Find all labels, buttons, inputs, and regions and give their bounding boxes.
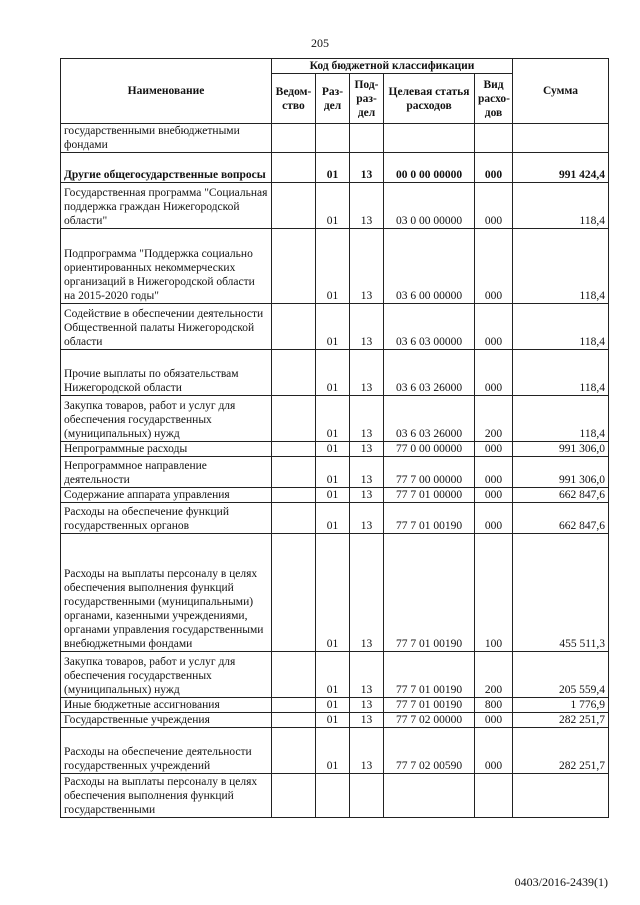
cell-target — [384, 124, 475, 153]
cell-dept — [272, 229, 316, 304]
cell-expense-type: 800 — [475, 698, 513, 713]
cell-expense-type: 200 — [475, 652, 513, 698]
cell-sum: 662 847,6 — [513, 488, 609, 503]
cell-target: 03 6 03 26000 — [384, 396, 475, 442]
cell-expense-type: 000 — [475, 229, 513, 304]
cell-dept — [272, 183, 316, 229]
cell-name: Государственные учреждения — [61, 713, 272, 728]
cell-expense-type: 000 — [475, 304, 513, 350]
cell-section: 01 — [316, 534, 350, 652]
cell-name: Расходы на обеспечение деятельности государственных учреждений — [61, 728, 272, 774]
cell-section: 01 — [316, 350, 350, 396]
cell-subsection — [350, 774, 384, 818]
cell-name: Расходы на выплаты персоналу в целях обеспечения выполнения функций государственными — [61, 774, 272, 818]
cell-dept — [272, 534, 316, 652]
cell-name: Непрограммное направление деятельности — [61, 457, 272, 488]
table-row — [61, 728, 609, 774]
cell-sum: 118,4 — [513, 183, 609, 229]
header-dept: Ведом-ство — [272, 74, 316, 124]
header-section: Раз-дел — [316, 74, 350, 124]
cell-section: 01 — [316, 442, 350, 457]
cell-target: 77 7 02 00000 — [384, 713, 475, 728]
cell-dept — [272, 713, 316, 728]
cell-dept — [272, 457, 316, 488]
cell-target: 77 7 02 00590 — [384, 728, 475, 774]
cell-name: государственными внебюджетными фондами — [61, 124, 272, 153]
cell-expense-type: 000 — [475, 728, 513, 774]
cell-expense-type: 000 — [475, 503, 513, 534]
table-row — [61, 442, 609, 457]
cell-sum: 662 847,6 — [513, 503, 609, 534]
cell-dept — [272, 442, 316, 457]
cell-dept — [272, 774, 316, 818]
cell-section: 01 — [316, 488, 350, 503]
cell-target: 77 7 01 00190 — [384, 534, 475, 652]
cell-expense-type — [475, 124, 513, 153]
cell-dept — [272, 396, 316, 442]
table-row — [61, 183, 609, 229]
cell-subsection: 13 — [350, 396, 384, 442]
cell-subsection: 13 — [350, 503, 384, 534]
cell-sum: 118,4 — [513, 396, 609, 442]
cell-section: 01 — [316, 698, 350, 713]
cell-dept — [272, 503, 316, 534]
table-row — [61, 229, 609, 304]
cell-name: Непрограммные расходы — [61, 442, 272, 457]
table-row — [61, 534, 609, 652]
cell-sum: 282 251,7 — [513, 713, 609, 728]
cell-expense-type: 000 — [475, 457, 513, 488]
table-row — [61, 698, 609, 713]
cell-name: Содействие в обеспечении деятельности Общественной палаты Нижегородской области — [61, 304, 272, 350]
cell-target: 00 0 00 00000 — [384, 153, 475, 183]
cell-section: 01 — [316, 183, 350, 229]
cell-section — [316, 124, 350, 153]
cell-target: 77 7 01 00190 — [384, 652, 475, 698]
cell-subsection: 13 — [350, 153, 384, 183]
cell-subsection: 13 — [350, 350, 384, 396]
cell-section: 01 — [316, 503, 350, 534]
cell-sum: 991 306,0 — [513, 442, 609, 457]
cell-section: 01 — [316, 396, 350, 442]
cell-subsection: 13 — [350, 457, 384, 488]
table-row — [61, 503, 609, 534]
cell-dept — [272, 153, 316, 183]
cell-target: 03 0 00 00000 — [384, 183, 475, 229]
cell-sum: 205 559,4 — [513, 652, 609, 698]
cell-dept — [272, 350, 316, 396]
cell-expense-type: 100 — [475, 534, 513, 652]
cell-subsection: 13 — [350, 442, 384, 457]
cell-sum: 118,4 — [513, 304, 609, 350]
cell-section — [316, 774, 350, 818]
header-name: Наименование — [61, 59, 272, 124]
header-expense-type: Вид расхо-дов — [475, 74, 513, 124]
table-row — [61, 713, 609, 728]
table-row — [61, 304, 609, 350]
cell-name: Содержание аппарата управления — [61, 488, 272, 503]
table-row — [61, 652, 609, 698]
table-row — [61, 124, 609, 153]
cell-sum: 1 776,9 — [513, 698, 609, 713]
cell-dept — [272, 488, 316, 503]
cell-subsection: 13 — [350, 698, 384, 713]
cell-expense-type: 000 — [475, 488, 513, 503]
page-number: 205 — [311, 36, 329, 50]
header-sum: Сумма — [513, 59, 609, 124]
table-row — [61, 488, 609, 503]
cell-expense-type: 000 — [475, 350, 513, 396]
cell-target: 77 0 00 00000 — [384, 442, 475, 457]
cell-sum: 282 251,7 — [513, 728, 609, 774]
cell-sum: 455 511,3 — [513, 534, 609, 652]
cell-name: Расходы на обеспечение функций государственных органов — [61, 503, 272, 534]
cell-name: Закупка товаров, работ и услуг для обеспечения государственных (муниципальных) нужд — [61, 396, 272, 442]
document-code: 0403/2016-2439(1) — [514, 875, 608, 889]
cell-dept — [272, 652, 316, 698]
cell-name: Государственная программа "Социальная поддержка граждан Нижегородской области" — [61, 183, 272, 229]
table-row — [61, 774, 609, 818]
table-row — [61, 153, 609, 183]
table-body — [61, 124, 609, 818]
cell-name: Прочие выплаты по обязательствам Нижегородской области — [61, 350, 272, 396]
table-row — [61, 457, 609, 488]
cell-dept — [272, 698, 316, 713]
cell-subsection — [350, 124, 384, 153]
cell-name: Подпрограмма "Поддержка социально ориентированных некоммерческих организаций в Нижегородской области на 2015-2020 годы" — [61, 229, 272, 304]
header-subsection: Под-раз-дел — [350, 74, 384, 124]
cell-name: Иные бюджетные ассигнования — [61, 698, 272, 713]
cell-target: 03 6 03 26000 — [384, 350, 475, 396]
cell-section: 01 — [316, 713, 350, 728]
table-row — [61, 396, 609, 442]
cell-section: 01 — [316, 153, 350, 183]
cell-dept — [272, 124, 316, 153]
cell-section: 01 — [316, 652, 350, 698]
cell-expense-type: 000 — [475, 153, 513, 183]
cell-subsection: 13 — [350, 183, 384, 229]
cell-sum: 991 306,0 — [513, 457, 609, 488]
cell-target: 77 7 01 00190 — [384, 698, 475, 713]
header-classification-group: Код бюджетной классификации — [272, 59, 513, 74]
cell-sum — [513, 774, 609, 818]
cell-section: 01 — [316, 304, 350, 350]
cell-target: 77 7 00 00000 — [384, 457, 475, 488]
cell-name: Другие общегосударственные вопросы — [61, 153, 272, 183]
cell-section: 01 — [316, 728, 350, 774]
cell-section: 01 — [316, 457, 350, 488]
cell-sum: 118,4 — [513, 229, 609, 304]
cell-target: 77 7 01 00190 — [384, 503, 475, 534]
cell-name: Закупка товаров, работ и услуг для обеспечения государственных (муниципальных) нужд — [61, 652, 272, 698]
cell-subsection: 13 — [350, 229, 384, 304]
cell-subsection: 13 — [350, 728, 384, 774]
cell-subsection: 13 — [350, 713, 384, 728]
cell-section: 01 — [316, 229, 350, 304]
table-row — [61, 350, 609, 396]
cell-sum: 991 424,4 — [513, 153, 609, 183]
cell-expense-type: 200 — [475, 396, 513, 442]
cell-name: Расходы на выплаты персоналу в целях обеспечения выполнения функций государственными (муниципальными) органами, казенными учреждениями, органами управления государственными внебюджетными фондами — [61, 534, 272, 652]
cell-subsection: 13 — [350, 534, 384, 652]
cell-expense-type — [475, 774, 513, 818]
cell-target: 77 7 01 00000 — [384, 488, 475, 503]
cell-expense-type: 000 — [475, 183, 513, 229]
cell-target: 03 6 00 00000 — [384, 229, 475, 304]
cell-subsection: 13 — [350, 304, 384, 350]
cell-sum — [513, 124, 609, 153]
cell-target — [384, 774, 475, 818]
cell-expense-type: 000 — [475, 442, 513, 457]
cell-target: 03 6 03 00000 — [384, 304, 475, 350]
cell-subsection: 13 — [350, 652, 384, 698]
cell-subsection: 13 — [350, 488, 384, 503]
cell-dept — [272, 728, 316, 774]
header-target: Целевая статья расходов — [384, 74, 475, 124]
cell-sum: 118,4 — [513, 350, 609, 396]
budget-table — [60, 58, 609, 818]
cell-dept — [272, 304, 316, 350]
cell-expense-type: 000 — [475, 713, 513, 728]
